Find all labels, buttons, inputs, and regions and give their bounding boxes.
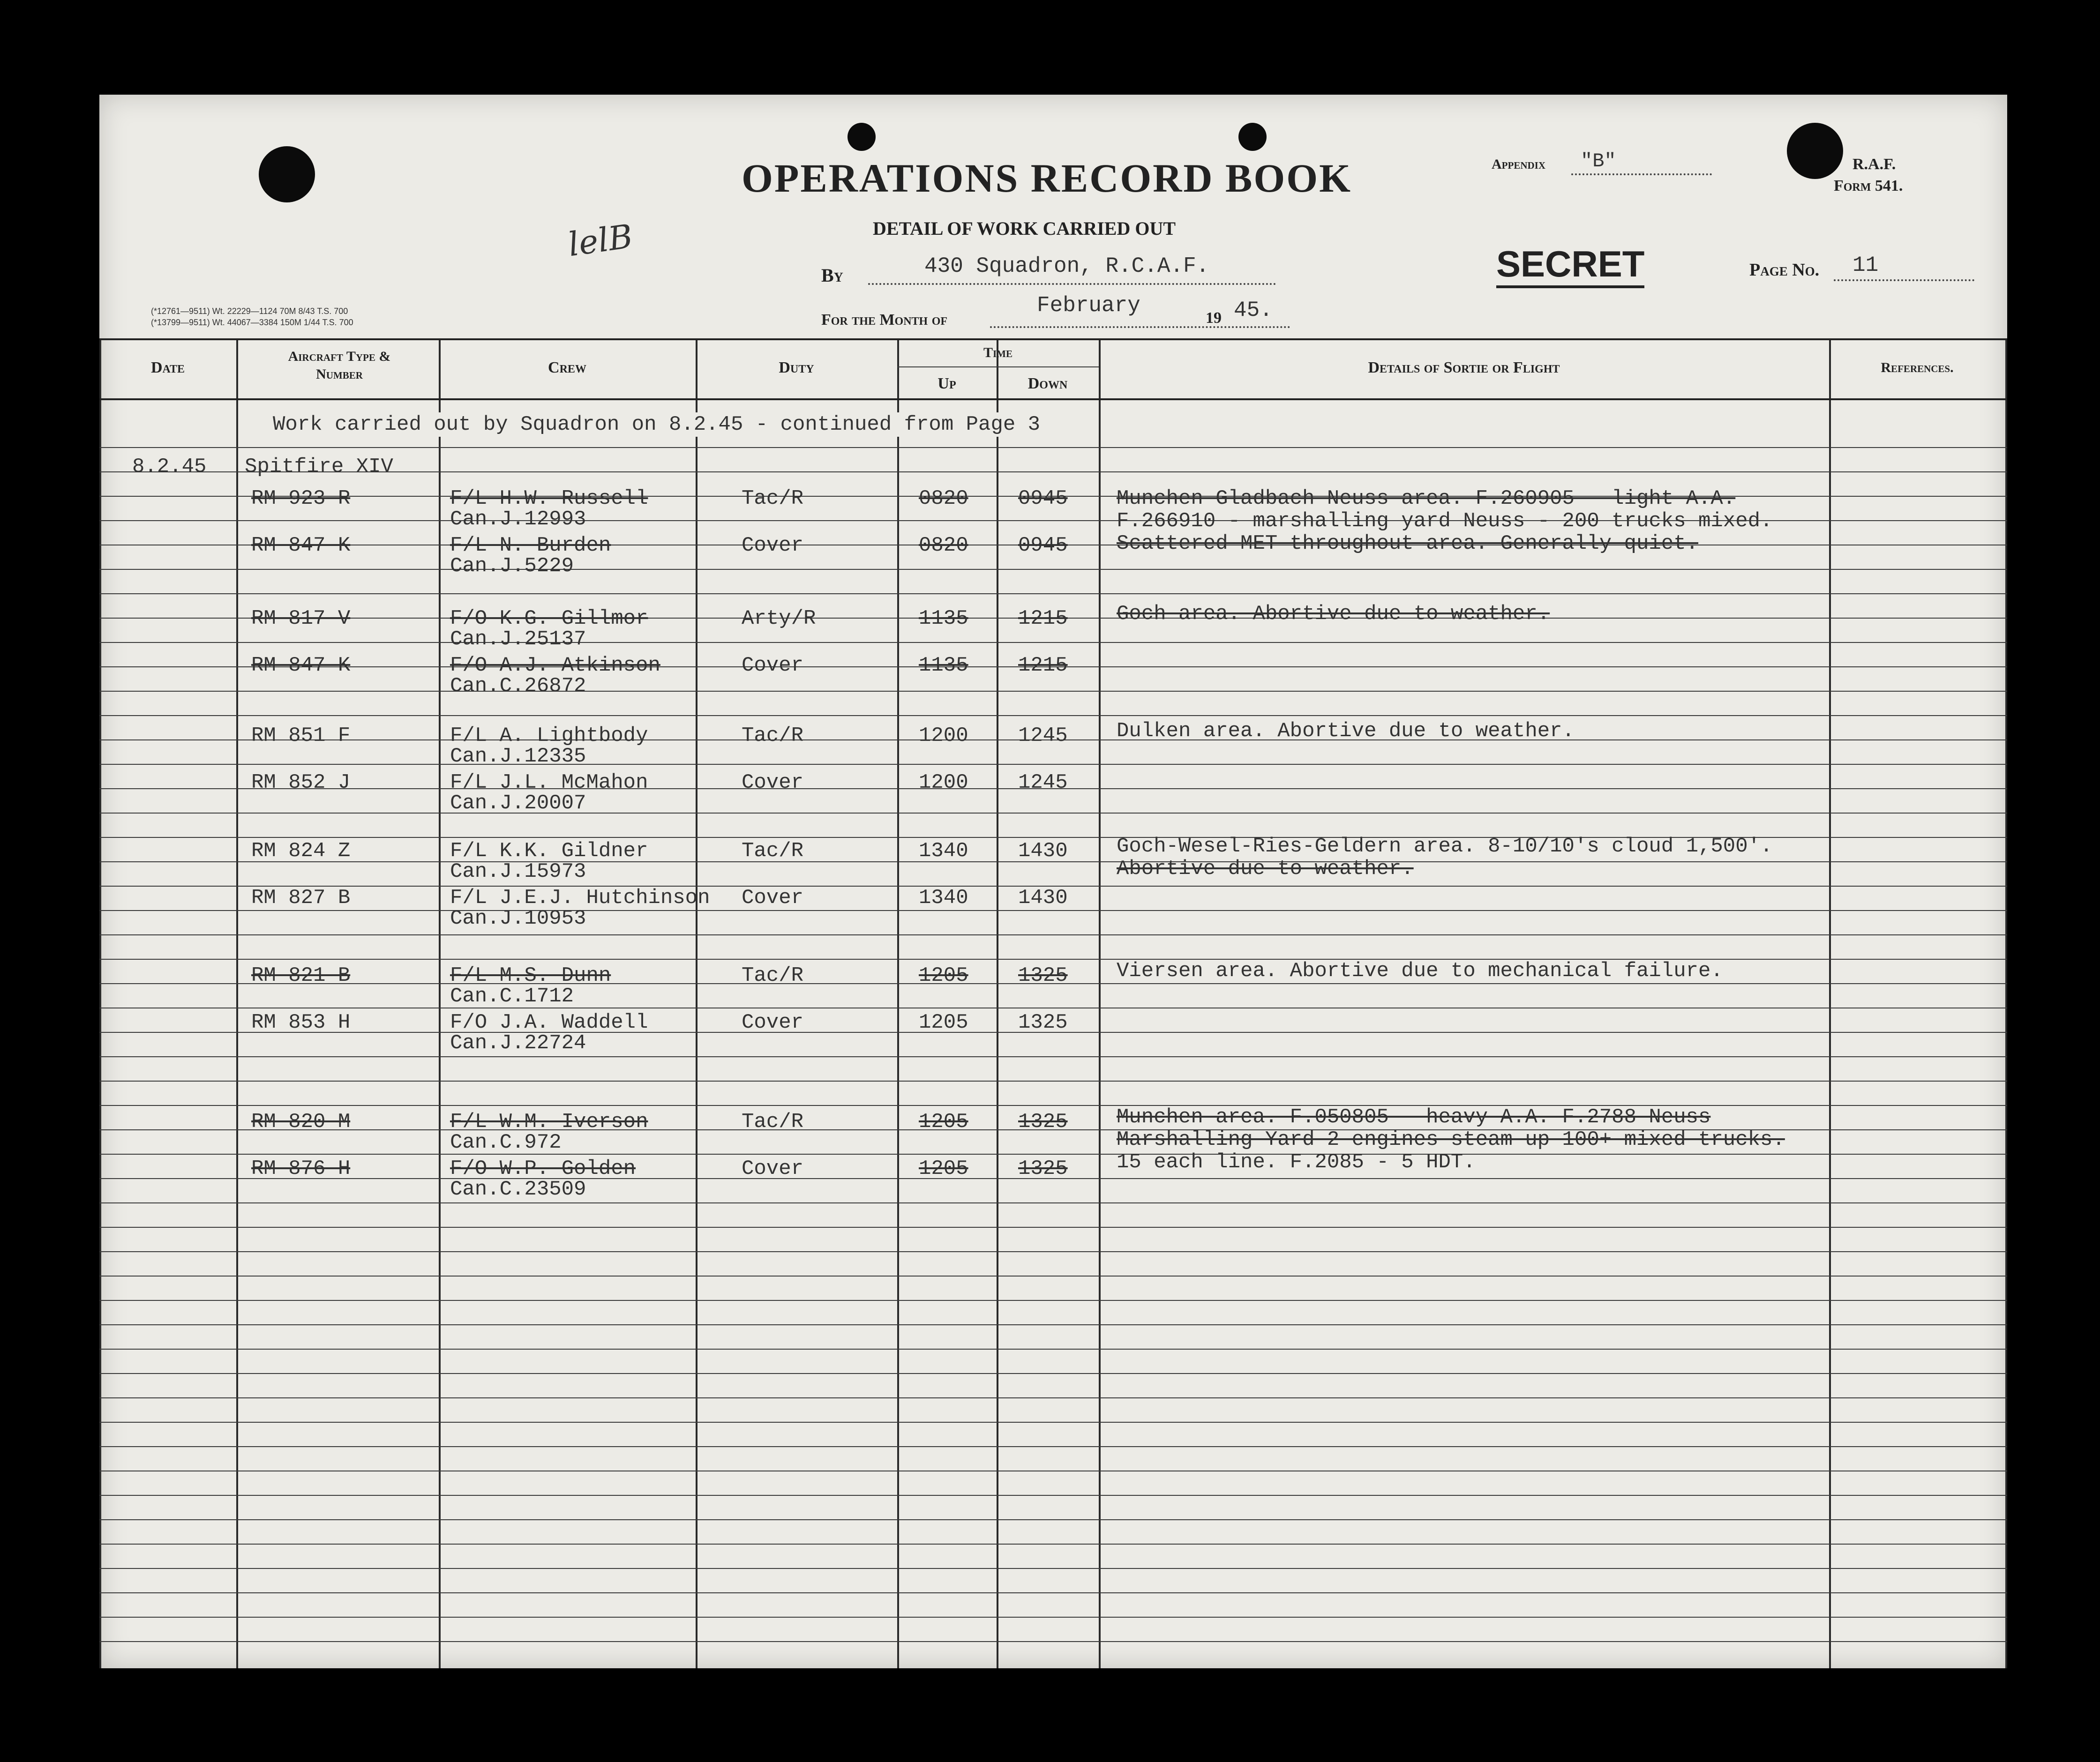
time-up: 1135: [919, 607, 968, 630]
details-line: F.266910 - marshalling yard Neuss - 200 trucks mixed.: [1117, 509, 1773, 533]
details-line: 15 each line. F.2085 - 5 HDT.: [1117, 1150, 1476, 1174]
aircraft-number: RM 824 Z: [251, 839, 351, 863]
time-down: 0945: [1018, 487, 1068, 510]
time-down: 1215: [1018, 654, 1068, 677]
page-number-value: 11: [1852, 253, 1879, 277]
year-suffix: 45.: [1234, 298, 1273, 322]
ruled-line: [99, 1202, 2007, 1203]
time-up: 1200: [919, 771, 968, 794]
appendix-label: Appendix: [1492, 157, 1545, 172]
time-down: 1325: [1018, 1157, 1068, 1180]
ruled-line: [99, 1568, 2007, 1569]
year-prefix: 19: [1206, 309, 1222, 327]
details-line: Dulken area. Abortive due to weather.: [1117, 719, 1575, 743]
duty-value: Tac/R: [742, 839, 804, 863]
squadron-underline: [868, 283, 1276, 285]
aircraft-number: RM 852 J: [251, 771, 351, 794]
ruled-line: [99, 1519, 2007, 1520]
ruled-line: [99, 1276, 2007, 1277]
col-header-up: Up: [938, 375, 956, 392]
col-header-duty: Duty: [779, 359, 814, 376]
ruled-line: [99, 691, 2007, 692]
aircraft-number: RM 923 R: [251, 487, 351, 510]
binder-hole-mid-right: [1238, 123, 1267, 151]
aircraft-number: RM 853 H: [251, 1011, 351, 1034]
ruled-line: [99, 1544, 2007, 1545]
ruled-line: [99, 1056, 2007, 1057]
duty-value: Tac/R: [742, 724, 804, 747]
ruled-line: [99, 1349, 2007, 1350]
by-label: By: [821, 265, 843, 286]
record-page: [99, 95, 2007, 1668]
handwritten-mark: lelB: [565, 217, 635, 264]
aircraft-number: RM 821 B: [251, 964, 351, 987]
col-header-down: Down: [1028, 375, 1068, 392]
duty-value: Cover: [742, 1157, 804, 1180]
month-label: For the Month of: [821, 311, 948, 329]
crew-service-number: Can.J.10953: [450, 907, 586, 930]
duty-value: Cover: [742, 771, 804, 794]
ruled-line: [99, 1300, 2007, 1301]
crew-name: F/O W.P. Golden: [450, 1157, 636, 1180]
ruled-line: [99, 715, 2007, 716]
squadron-value: 430 Squadron, R.C.A.F.: [924, 254, 1209, 278]
time-down: 1325: [1018, 1011, 1068, 1034]
crew-name: F/L J.L. McMahon: [450, 771, 648, 794]
aircraft-number: RM 847 K: [251, 654, 351, 677]
aircraft-number: RM 817 V: [251, 607, 351, 630]
duty-value: Tac/R: [742, 487, 804, 510]
binder-hole-right: [1787, 123, 1843, 179]
crew-name: F/L N. Burden: [450, 534, 611, 557]
ruled-line: [99, 764, 2007, 765]
ruled-line: [99, 1324, 2007, 1325]
aircraft-number: RM 851 F: [251, 724, 351, 747]
crew-name: F/L M.S. Dunn: [450, 964, 611, 987]
aircraft-number: RM 876 H: [251, 1157, 351, 1180]
continuation-note: Work carried out by Squadron on 8.2.45 - continued from Page 3: [273, 413, 1041, 436]
month-underline: [990, 326, 1290, 328]
crew-service-number: Can.C.23509: [450, 1178, 586, 1201]
crew-service-number: Can.J.22724: [450, 1031, 586, 1055]
aircraft-type: Spitfire XIV: [245, 455, 393, 478]
form-line-2: Form 541.: [1834, 177, 1903, 194]
details-line: Munchen-Gladbach-Neuss area. F.260905 - light A.A.: [1117, 487, 1736, 510]
ruled-line: [99, 1495, 2007, 1496]
duty-value: Cover: [742, 654, 804, 677]
aircraft-number: RM 820 M: [251, 1110, 351, 1134]
form-line-1: R.A.F.: [1852, 156, 1896, 173]
ruled-line: [99, 447, 2007, 448]
crew-name: F/L W.M. Iverson: [450, 1110, 648, 1134]
ruled-line: [99, 1154, 2007, 1155]
time-down: 0945: [1018, 534, 1068, 557]
binder-hole-mid-left: [848, 123, 876, 151]
time-down: 1245: [1018, 724, 1068, 747]
time-up: 0820: [919, 534, 968, 557]
ruled-line: [99, 1422, 2007, 1423]
binder-hole-left: [259, 146, 315, 202]
crew-service-number: Can.J.12993: [450, 508, 586, 531]
page-number-underline: [1834, 279, 1974, 281]
crew-name: F/O J.A. Waddell: [450, 1011, 648, 1034]
ruled-line: [99, 1227, 2007, 1228]
time-up: 0820: [919, 487, 968, 510]
page-title: OPERATIONS RECORD BOOK: [742, 156, 1352, 201]
crew-name: F/L K.K. Gildner: [450, 839, 648, 863]
crew-service-number: Can.C.972: [450, 1131, 562, 1154]
ruled-line: [99, 569, 2007, 570]
crew-name: F/L A. Lightbody: [450, 724, 648, 747]
duty-value: Cover: [742, 534, 804, 557]
duty-value: Tac/R: [742, 1110, 804, 1134]
duty-value: Cover: [742, 886, 804, 910]
ruled-line: [99, 642, 2007, 643]
crew-name: F/L H.W. Russell: [450, 487, 648, 510]
month-value: February: [1037, 293, 1140, 318]
time-up: 1205: [919, 1110, 968, 1134]
duty-value: Arty/R: [742, 607, 816, 630]
col-header-crew: Crew: [548, 359, 586, 376]
time-up: 1135: [919, 654, 968, 677]
aircraft-number: RM 847 K: [251, 534, 351, 557]
details-line: Goch-Wesel-Ries-Geldern area. 8-10/10's cloud 1,500'.: [1117, 835, 1773, 858]
details-line: Marshalling Yard 2 engines steam up 100+ mixed trucks.: [1117, 1128, 1785, 1151]
appendix-underline: [1571, 173, 1712, 175]
ruled-line: [99, 1373, 2007, 1374]
duty-value: Tac/R: [742, 964, 804, 987]
time-up: 1205: [919, 1157, 968, 1180]
page-number-label: Page No.: [1749, 260, 1820, 280]
classification-stamp: SECRET: [1496, 243, 1644, 288]
ruled-line: [99, 1641, 2007, 1642]
time-down: 1325: [1018, 964, 1068, 987]
crew-service-number: Can.C.26872: [450, 674, 586, 698]
details-line: Abortive due to weather.: [1117, 857, 1414, 881]
ruled-line: [99, 1446, 2007, 1447]
time-down: 1430: [1018, 839, 1068, 863]
ruled-line: [99, 813, 2007, 814]
col-header-references: References.: [1881, 360, 1954, 375]
duty-value: Cover: [742, 1011, 804, 1034]
col-header-details: Details of Sortie or Flight: [1368, 359, 1560, 376]
aircraft-number: RM 827 B: [251, 886, 351, 910]
crew-service-number: Can.J.12335: [450, 745, 586, 768]
time-up: 1340: [919, 839, 968, 863]
ruled-line: [99, 1617, 2007, 1618]
crew-name: F/O K.G. Gillmor: [450, 607, 648, 630]
time-down: 1215: [1018, 607, 1068, 630]
print-code-line-2: (*13799—9511) Wt. 44067—3384 150M 1/44 T.S. 700: [151, 318, 353, 327]
col-header-date: Date: [150, 359, 185, 376]
crew-service-number: Can.C.1712: [450, 985, 574, 1008]
ruled-line: [99, 593, 2007, 594]
time-up: 1205: [919, 1011, 968, 1034]
crew-name: F/L J.E.J. Hutchinson: [450, 886, 710, 910]
ruled-line: [99, 934, 2007, 935]
record-table: [99, 338, 2007, 1668]
crew-service-number: Can.J.15973: [450, 860, 586, 883]
crew-service-number: Can.J.20007: [450, 791, 586, 815]
details-line: Viersen area. Abortive due to mechanical failure.: [1117, 959, 1723, 983]
time-up: 1200: [919, 724, 968, 747]
details-line: Scattered MET throughout area. Generally quiet.: [1117, 532, 1699, 555]
col-header-time: Time: [983, 345, 1012, 360]
time-up: 1205: [919, 964, 968, 987]
appendix-value: "B": [1581, 150, 1616, 172]
crew-name: F/O A.J. Atkinson: [450, 654, 660, 677]
details-line: Goch area. Abortive due to weather.: [1117, 602, 1550, 626]
crew-service-number: Can.J.25137: [450, 627, 586, 651]
ruled-line: [99, 1251, 2007, 1252]
ruled-line: [99, 1397, 2007, 1398]
entry-date: 8.2.45: [132, 455, 207, 478]
time-down: 1325: [1018, 1110, 1068, 1134]
ruled-line: [99, 1592, 2007, 1593]
crew-service-number: Can.J.5229: [450, 554, 574, 578]
ruled-line: [99, 1105, 2007, 1106]
details-line: Munchen area. F.050805 - heavy A.A. F.2788 Neuss: [1117, 1105, 1711, 1129]
print-code-line-1: (*12761—9511) Wt. 22229—1124 70M 8/43 T.S. 700: [151, 306, 348, 316]
page-subtitle: DETAIL OF WORK CARRIED OUT: [873, 218, 1176, 239]
ruled-line: [99, 1081, 2007, 1082]
ruled-line: [99, 910, 2007, 911]
time-up: 1340: [919, 886, 968, 910]
time-down: 1245: [1018, 771, 1068, 794]
col-header-aircraft: Aircraft Type & Number: [288, 349, 391, 382]
time-down: 1430: [1018, 886, 1068, 910]
